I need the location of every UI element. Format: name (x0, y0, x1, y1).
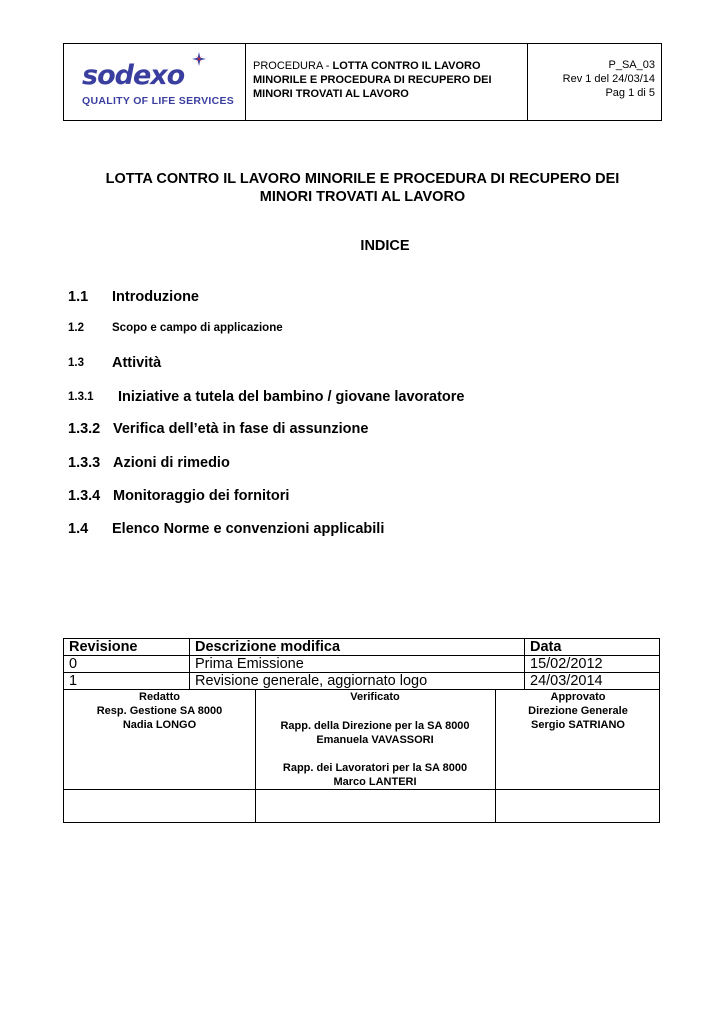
toc-number: 1.3 (68, 357, 84, 369)
index-heading: INDICE (360, 238, 410, 254)
toc-number: 1.2 (68, 322, 84, 334)
toc-label: Monitoraggio dei fornitori (113, 488, 290, 504)
toc-number: 1.1 (68, 289, 89, 305)
procedure-title-line3: MINORI TROVATI AL LAVORO (253, 88, 409, 100)
procedure-prefix: PROCEDURA - (253, 60, 333, 72)
toc-label: Iniziative a tutela del bambino / giovane lavoratore (118, 389, 465, 405)
toc-number: 1.3.4 (68, 488, 101, 504)
doc-info-cell (528, 44, 661, 134)
toc-entry-1-4[interactable] (68, 521, 385, 537)
redatto-title: Redatto (139, 691, 180, 703)
approvato-title: Approvato (550, 691, 606, 703)
verificato-role2: Rapp. dei Lavoratori per la SA 8000 (282, 762, 468, 774)
toc-label: Verifica dell’età in fase di assunzione (113, 421, 369, 437)
approvato-name: Sergio SATRIANO (531, 719, 625, 731)
toc-number: 1.3.3 (68, 455, 101, 471)
toc-number: 1.4 (68, 521, 89, 537)
toc-entry-1-3-3[interactable] (68, 455, 230, 471)
page-number: Pag 1 di 5 (605, 87, 655, 99)
verificato-title: Verificato (350, 691, 400, 703)
toc-label: Elenco Norme e convenzioni applicabili (112, 521, 385, 537)
approvals-table (63, 689, 660, 823)
approval-redatto (64, 689, 255, 732)
toc-entry-1-1[interactable] (68, 289, 199, 305)
revision-description: Prima Emissione (190, 656, 525, 673)
doc-revision: Rev 1 del 24/03/14 (562, 73, 655, 85)
verificato-name2: Marco LANTERI (333, 776, 417, 788)
revision-number: 1 (64, 673, 190, 690)
toc-entry-1-3-2[interactable] (68, 421, 369, 437)
document-title-line2: MINORI TROVATI AL LAVORO (259, 189, 466, 205)
toc-label: Azioni di rimedio (113, 455, 230, 471)
document-title-line1: LOTTA CONTRO IL LAVORO MINORILE E PROCEDURA DI RECUPERO DEI (105, 171, 620, 187)
revision-date: 24/03/2014 (525, 673, 660, 690)
col-header-descrizione: Descrizione modifica (190, 639, 525, 656)
revision-number: 0 (64, 656, 190, 673)
logo-tagline: QUALITY OF LIFE SERVICES (82, 95, 235, 107)
table-row (64, 673, 660, 690)
sodexo-logo: sodexo (82, 60, 185, 91)
col-header-revisione: Revisione (64, 639, 190, 656)
revision-description: Revisione generale, aggiornato logo (190, 673, 525, 690)
procedure-title-line1: LOTTA CONTRO IL LAVORO (332, 60, 481, 72)
verificato-role1: Rapp. della Direzione per la SA 8000 (280, 720, 470, 732)
redatto-role: Resp. Gestione SA 8000 (96, 705, 223, 717)
approval-verificato (255, 689, 495, 789)
toc-entry-1-2[interactable] (68, 322, 283, 334)
document-header (63, 43, 662, 121)
toc-label: Scopo e campo di applicazione (112, 322, 283, 334)
toc-label: Attività (112, 355, 162, 371)
toc-number: 1.3.2 (68, 421, 101, 437)
document-title (80, 170, 645, 206)
revision-date: 15/02/2012 (525, 656, 660, 673)
table-row (64, 656, 660, 673)
verificato-name1: Emanuela VAVASSORI (316, 734, 434, 746)
approvato-role: Direzione Generale (528, 705, 628, 717)
procedure-title-line2: MINORILE E PROCEDURA DI RECUPERO DEI (253, 74, 492, 86)
revision-table (63, 638, 660, 690)
logo-star-icon (192, 52, 206, 66)
divider (64, 789, 659, 790)
col-header-data: Data (525, 639, 660, 656)
revision-header-row (64, 639, 660, 656)
toc-number: 1.3.1 (68, 391, 94, 403)
doc-code: P_SA_03 (608, 59, 655, 71)
approval-approvato (495, 689, 661, 732)
procedure-title-cell (246, 44, 528, 120)
logo-cell (64, 44, 246, 120)
toc-entry-1-3-4[interactable] (68, 488, 290, 504)
toc-label: Introduzione (112, 289, 199, 305)
redatto-name: Nadia LONGO (122, 719, 197, 731)
